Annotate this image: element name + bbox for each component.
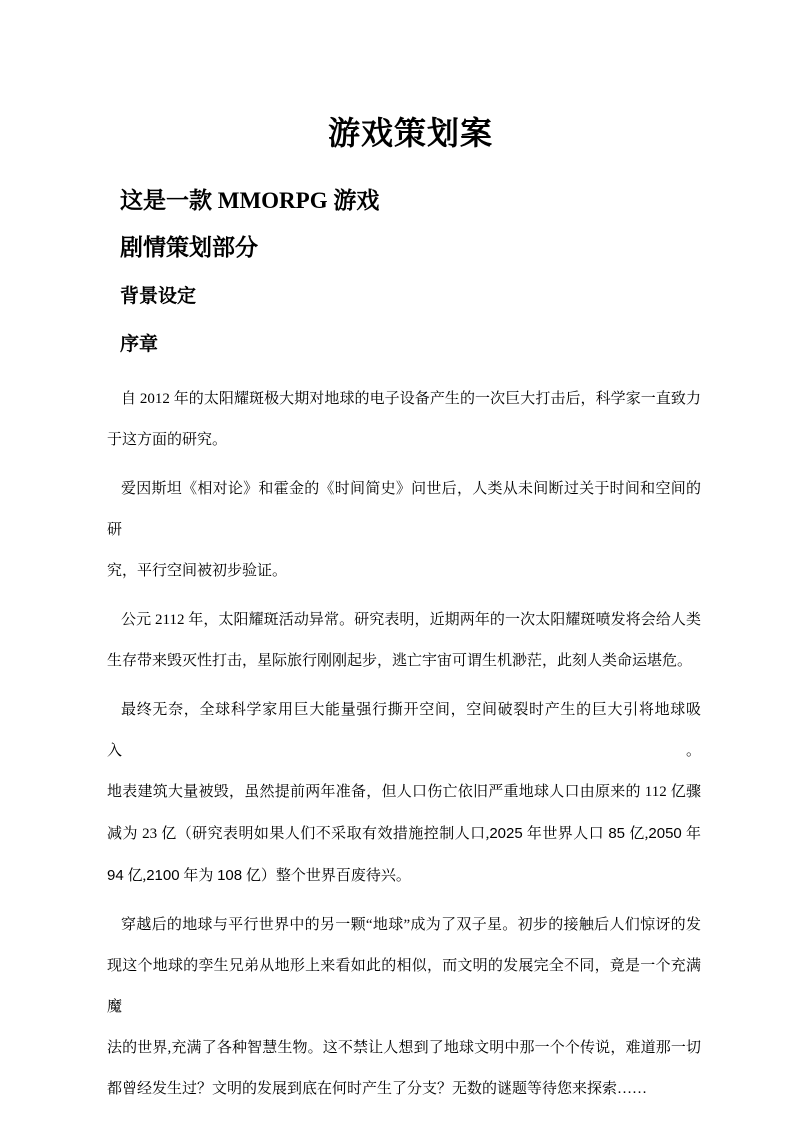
paragraph	[107, 690, 701, 897]
text-run: 生存带来毁灭性打击，星际旅行刚刚起步，逃亡宇宙可谓生机渺茫，此刻人类命运堪危。	[107, 653, 693, 669]
text-run: 亿）整个世界百废待兴。	[242, 868, 411, 884]
paragraph-line	[107, 379, 701, 420]
paragraph	[107, 469, 701, 592]
document-title: 游戏策划案	[327, 114, 493, 152]
paragraph	[107, 905, 701, 1110]
text-run: 都曾经发生过？文明的发展到底在何时产生了分支？无数的谜题等待您来探索……	[107, 1081, 648, 1097]
paragraph-line	[107, 690, 701, 772]
paragraph-line	[107, 813, 701, 855]
number-run: 2050	[648, 825, 682, 842]
text-run: 究，平行空间被初步验证。	[107, 563, 288, 579]
text-run: 年为	[179, 868, 218, 884]
paragraph-line	[107, 641, 701, 682]
paragraph-line	[107, 1028, 701, 1069]
text-run: 爱因斯坦《相对论》和霍金的《时间简史》问世后，人类从未间断过关于时间和空间的研	[107, 481, 701, 538]
text-run: 于这方面的研究。	[107, 432, 228, 448]
paragraph-line	[107, 600, 701, 641]
text-run: 穿越后的地球与平行世界中的另一颗“地球”成为了双子星。初步的接触后人们惊讶的发	[121, 917, 701, 933]
text-run: 年	[681, 826, 701, 842]
text-run: 地表建筑大量被毁，虽然提前两年准备，但人口伤亡依旧严重地球人口由原来的 112 亿骤	[107, 784, 701, 800]
number-run: 2100	[146, 867, 180, 884]
text-run: 公元 2112 年，太阳耀斑活动异常。研究表明，近期两年的一次太阳耀斑喷发将会给人类	[121, 612, 701, 628]
paragraph-line	[107, 1069, 701, 1110]
paragraph-line	[107, 905, 701, 946]
paragraph-line	[107, 469, 701, 551]
heading-prologue: 序章	[120, 334, 159, 355]
text-run: 最终无奈，全球科学家用巨大能量强行撕开空间，空间破裂时产生的巨大引将地球吸入。	[107, 702, 701, 759]
number-run: 2025	[489, 825, 523, 842]
heading-story-section: 剧情策划部分	[120, 235, 258, 260]
text-run: 亿,	[625, 826, 649, 842]
number-run: 108	[217, 867, 243, 884]
text-run: 亿,	[123, 868, 147, 884]
paragraph-line	[107, 420, 701, 461]
body-text	[107, 379, 701, 1110]
text-run: 减为 23 亿（研究表明如果人们不采取有效措施控制人口,	[107, 826, 490, 842]
number-run: 94	[107, 867, 124, 884]
paragraph	[107, 600, 701, 682]
heading-background-setting: 背景设定	[120, 286, 197, 307]
paragraph-line	[107, 551, 701, 592]
text-run: 法的世界,充满了各种智慧生物。这不禁让人想到了地球文明中那一个个传说，难道那一切	[107, 1040, 701, 1056]
text-run: 自 2012 年的太阳耀斑极大期对地球的电子设备产生的一次巨大打击后，科学家一直致力	[121, 391, 701, 407]
text-run: 现这个地球的孪生兄弟从地形上来看如此的相似，而文明的发展完全不同，竟是一个充满魔	[107, 958, 701, 1015]
heading-game-type: 这是一款 MMORPG 游戏	[120, 188, 380, 213]
paragraph-line	[107, 946, 701, 1028]
paragraph-line	[107, 772, 701, 813]
paragraph	[107, 379, 701, 461]
paragraph-line	[107, 855, 701, 897]
number-run: 85	[608, 825, 625, 842]
text-run: 年世界人口	[522, 826, 609, 842]
